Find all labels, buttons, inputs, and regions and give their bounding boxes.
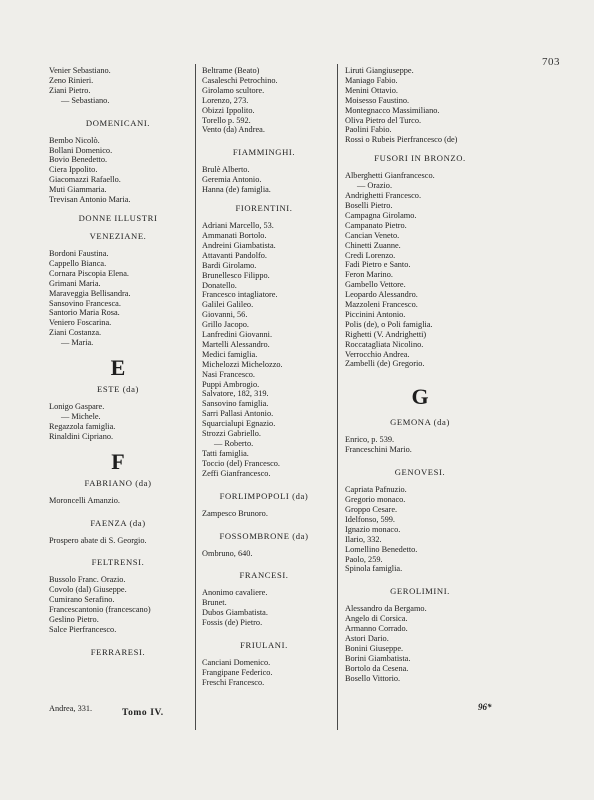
list-item: Feron Marino.: [345, 270, 393, 280]
list-item: Bosello Vittorio.: [345, 673, 401, 683]
list-item: Canciani Domenico.: [202, 658, 271, 668]
column-left: [49, 66, 187, 657]
list-item: Leopardo Alessandro.: [345, 290, 418, 300]
list-item: Lanfredini Giovanni.: [202, 330, 273, 340]
list-item: Armanno Corrado.: [345, 624, 408, 634]
list-item: Bardi Girolamo.: [202, 260, 257, 270]
list-item: Zampesco Brunoro.: [202, 508, 268, 518]
column-rule-left: [195, 64, 196, 730]
list-item: Prospero abate di S. Georgio.: [49, 535, 147, 545]
list-item: Bovio Benedetto.: [49, 155, 108, 165]
list-top-continuation: [202, 66, 326, 135]
list-item: Groppo Cesare.: [345, 505, 398, 514]
list-item: Angelo di Corsica.: [345, 614, 408, 624]
list-item: Enrico, p. 539.: [345, 435, 395, 445]
list-gerolimini: [345, 604, 495, 683]
footer-andrea-entry: Andrea, 331.: [49, 704, 93, 713]
list-item: Zambelli (de) Gregorio.: [345, 359, 425, 369]
section-heading-genovesi: GENOVESI.: [394, 467, 446, 478]
list-item: Puppi Ambrogio.: [202, 379, 260, 389]
list-item: Rossi o Rubeis Pierfrancesco (de): [345, 135, 458, 145]
list-item: Bussolo Franc. Orazio.: [49, 575, 126, 585]
section-heading-este: ESTE (da): [97, 384, 139, 395]
list-fusori: [345, 171, 495, 369]
list-item: Paolo, 259.: [345, 554, 383, 564]
list-item: Giacomazzi Rafaello.: [49, 175, 121, 185]
list-friulani: [202, 658, 326, 688]
list-item: Bembo Nicolò.: [49, 135, 100, 145]
list-item: Francescantonio (francescano): [49, 605, 151, 615]
list-item: Vento (da) Andrea.: [202, 125, 265, 135]
section-heading-gemona: GEMONA (da): [390, 417, 450, 428]
section-heading-friulani: FRIULANI.: [240, 640, 288, 651]
list-item: Frangipane Federico.: [202, 667, 273, 677]
section-heading-fossombrone: FOSSOMBRONE (da): [219, 530, 309, 541]
list-item: Capriata Pafnuzio.: [345, 485, 407, 495]
list-item: — Michele.: [61, 411, 101, 421]
list-item: Ciera Ippolito.: [49, 165, 98, 175]
list-item: Moisesso Faustino.: [345, 95, 410, 105]
list-item: Geslino Pietro.: [49, 615, 99, 625]
section-heading-fabriano: FABRIANO (da): [84, 477, 152, 488]
list-item: Bordoni Faustina.: [49, 248, 109, 258]
list-item: Campagna Girolamo.: [345, 210, 417, 220]
list-item: Franceschini Mario.: [345, 445, 412, 455]
list-item: Torello p. 592.: [202, 115, 251, 125]
list-item: Hanna (de) famiglia.: [202, 185, 271, 195]
list-item: Menini Ottavio.: [345, 85, 399, 95]
list-item: Borini Giambatista.: [345, 653, 411, 663]
list-item: Paolini Fabio.: [345, 125, 392, 135]
list-item: Bortolo da Cesena.: [345, 663, 409, 673]
list-item: Beltrame (Beato): [202, 66, 260, 75]
signature-mark: 96*: [478, 702, 492, 712]
list-item: Giovanni, 56.: [202, 310, 248, 320]
list-item: Strozzi Gabriello.: [202, 429, 261, 439]
list-item: Brunet.: [202, 598, 227, 608]
list-item: Muti Giammaria.: [49, 185, 107, 195]
list-item: Casaleschi Petrochino.: [202, 75, 278, 85]
list-item: Ombruno, 640.: [202, 548, 253, 558]
list-fiorentini: [202, 221, 326, 479]
list-item: Lomellino Benedetto.: [345, 544, 418, 554]
list-este: [49, 402, 187, 442]
list-feltrensi: [49, 575, 187, 634]
list-item: Girolamo scultore.: [202, 85, 265, 95]
list-top-continuation: [345, 66, 495, 145]
list-item: Montegnacco Massimiliano.: [345, 105, 440, 115]
list-item: Fossis (de) Pietro.: [202, 618, 263, 628]
list-item: Squarcialupi Egnazio.: [202, 419, 276, 429]
list-item: Attavanti Pandolfo.: [202, 250, 267, 260]
list-item: Cumirano Serafino.: [49, 595, 115, 605]
section-heading-fiorentini: FIORENTINI.: [235, 203, 293, 214]
section-heading-domenicani: DOMENICANI.: [85, 117, 151, 128]
list-item: Sansovino famiglia.: [202, 399, 269, 409]
section-letter-e: E: [110, 355, 126, 381]
list-item: — Orazio.: [357, 181, 393, 191]
section-heading-fiamminghi: FIAMMINGHI.: [232, 147, 296, 158]
list-item: Bonini Giuseppe.: [345, 643, 404, 653]
list-item: Andreini Giambatista.: [202, 240, 276, 250]
section-heading-feltrensi: FELTRENSI.: [91, 557, 145, 568]
list-item: Adriani Marcello, 53.: [202, 221, 274, 231]
list-item: Martelli Alessandro.: [202, 339, 270, 349]
list-item: Andrighetti Francesco.: [345, 191, 422, 201]
list-item: Medici famiglia.: [202, 349, 258, 359]
list-item: Cappello Bianca.: [49, 258, 107, 268]
list-item: Trevisan Antonio Maria.: [49, 195, 131, 205]
list-item: Idelfonso, 599.: [345, 514, 396, 524]
section-heading-ferraresi: FERRARESI.: [90, 646, 146, 657]
list-item: Salvatore, 182, 319.: [202, 389, 269, 399]
list-item: Astori Dario.: [345, 634, 389, 644]
list-item: Campanato Pietro.: [345, 220, 407, 230]
list-item: Salce Pierfrancesco.: [49, 625, 117, 634]
list-item: Credi Lorenzo.: [345, 250, 396, 260]
list-item: — Maria.: [61, 338, 94, 348]
list-top-continuation: [49, 66, 187, 106]
list-item: Geremia Antonio.: [202, 175, 262, 185]
list-item: Galilei Galileo.: [202, 300, 254, 310]
list-item: Santorio Maria Rosa.: [49, 308, 120, 318]
list-item: Zeffi Gianfrancesco.: [202, 468, 271, 478]
column-right: [345, 66, 495, 684]
section-heading-donne-illustri: DONNE ILLUSTRI: [78, 212, 158, 223]
list-item: Michelozzi Michelozzo.: [202, 359, 283, 369]
section-letter-f: F: [111, 448, 125, 474]
list-item: Moroncelli Amanzio.: [49, 495, 120, 505]
list-item: Grillo Jacopo.: [202, 320, 250, 330]
list-donne-illustri: [49, 249, 187, 348]
list-item: Ilario, 332.: [345, 534, 382, 544]
column-rule-right: [337, 64, 338, 730]
list-item: Anonimo cavaliere.: [202, 588, 268, 598]
list-item: Ziani Pietro.: [49, 85, 91, 95]
list-item: Lonigo Gaspare.: [49, 402, 105, 412]
list-item: Veniero Foscarina.: [49, 318, 112, 328]
list-item: Verrocchio Andrea.: [345, 349, 410, 359]
list-item: Francesco intagliatore.: [202, 290, 278, 300]
section-letter-g: G: [411, 384, 429, 410]
column-middle: [202, 66, 326, 688]
list-fiamminghi: [202, 165, 326, 195]
section-heading-faenza: FAENZA (da): [90, 517, 146, 528]
list-item: Fadi Pietro e Santo.: [345, 260, 411, 270]
list-item: Toccio (del) Francesco.: [202, 458, 280, 468]
list-item: — Sebastiano.: [61, 95, 110, 105]
list-item: Rinaldini Cipriano.: [49, 431, 114, 441]
list-item: Brulè Alberto.: [202, 165, 250, 175]
page-number: 703: [542, 56, 560, 68]
list-item: Zeno Rinieri.: [49, 75, 94, 85]
list-item: Covolo (dal) Giuseppe.: [49, 585, 127, 595]
list-domenicani: [49, 136, 187, 205]
list-item: Righetti (V. Andrighetti): [345, 329, 427, 339]
list-item: Cancian Veneto.: [345, 230, 400, 240]
list-item: Brunellesco Filippo.: [202, 270, 270, 280]
list-item: Ammanati Bortolo.: [202, 230, 267, 240]
list-item: Venier Sebastiano.: [49, 66, 111, 75]
section-heading-gerolimini: GEROLIMINI.: [390, 586, 450, 597]
list-item: Mazzoleni Francesco.: [345, 300, 418, 310]
list-item: Spinola famiglia.: [345, 564, 403, 574]
list-item: Polis (de), o Poli famiglia.: [345, 319, 433, 329]
volume-label: Tomo IV.: [122, 708, 164, 718]
list-item: Cornara Piscopia Elena.: [49, 268, 129, 278]
list-item: Alberghetti Gianfrancesco.: [345, 171, 435, 181]
list-item: Gambello Vettore.: [345, 280, 406, 290]
list-item: Maniago Fabio.: [345, 75, 398, 85]
list-gemona: [345, 435, 495, 455]
list-item: Roccatagliata Nicolino.: [345, 339, 424, 349]
list-item: Sansovino Francesca.: [49, 298, 121, 308]
section-heading-veneziane: VENEZIANE.: [89, 230, 147, 241]
list-item: Chinetti Zuanne.: [345, 240, 401, 250]
list-item: Ignazio monaco.: [345, 524, 401, 534]
list-item: Bollani Domenico.: [49, 145, 113, 155]
list-item: Gregorio monaco.: [345, 495, 406, 505]
list-item: Ziani Costanza.: [49, 328, 102, 338]
list-item: Grimani Maria.: [49, 278, 101, 288]
list-item: Dubos Giambatista.: [202, 608, 268, 618]
list-francesi: [202, 588, 326, 628]
list-item: Freschi Francesco.: [202, 677, 265, 687]
list-item: Tatti famiglia.: [202, 448, 249, 458]
section-heading-fusori-in-bronzo: FUSORI IN BRONZO.: [374, 153, 466, 164]
list-item: Donatello.: [202, 280, 237, 290]
list-item: Alessandro da Bergamo.: [345, 604, 427, 614]
list-item: Nasi Francesco.: [202, 369, 255, 379]
section-heading-francesi: FRANCESI.: [239, 570, 289, 581]
list-item: Oliva Pietro del Turco.: [345, 115, 422, 125]
list-item: Liruti Giangiuseppe.: [345, 66, 414, 75]
section-heading-forlimpopoli: FORLIMPOPOLI (da): [219, 490, 309, 501]
list-item: Boselli Pietro.: [345, 200, 393, 210]
list-item: Regazzola famiglia.: [49, 421, 116, 431]
list-genovesi: [345, 485, 495, 574]
list-item: Obizzi Ippolito.: [202, 105, 255, 115]
list-item: — Roberto.: [214, 439, 254, 448]
list-item: Piccinini Antonio.: [345, 309, 406, 319]
list-item: Lorenzo, 273.: [202, 95, 249, 105]
list-item: Maraveggia Bellisandra.: [49, 288, 131, 298]
list-item: Sarri Pallasi Antonio.: [202, 409, 274, 419]
